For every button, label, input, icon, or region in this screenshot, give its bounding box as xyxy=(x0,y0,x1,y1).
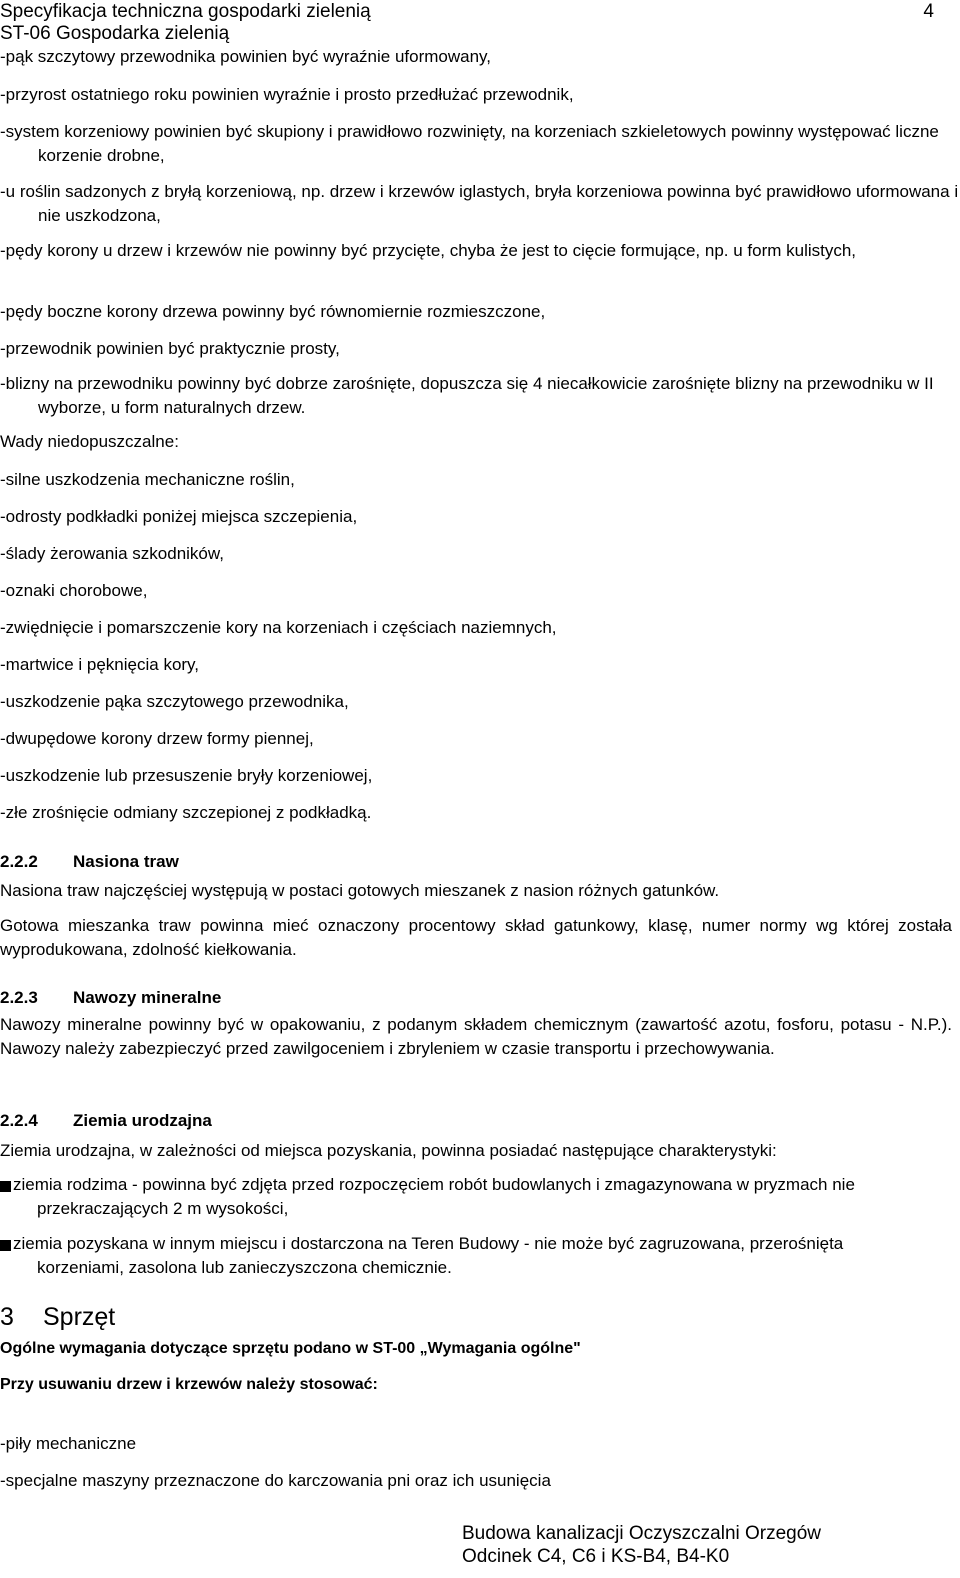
defect-item: -silne uszkodzenia mechaniczne roślin, xyxy=(0,470,295,489)
chapter-number: 3 xyxy=(0,1303,14,1331)
defects-heading: Wady niedopuszczalne: xyxy=(0,432,179,451)
page-number: 4 xyxy=(923,1,934,22)
defect-item: -dwupędowe korony drzew formy piennej, xyxy=(0,729,314,748)
bullet-item xyxy=(0,1232,930,1279)
section-title: Nasiona traw xyxy=(73,852,179,871)
general-requirements-note: Ogólne wymagania dotyczące sprzętu podano w ST-00 „Wymagania ogólne" xyxy=(0,1340,581,1357)
bullet-text: ziemia pozyskana w innym miejscu i dostarczona na Teren Budowy - nie może być zagruzowana, przerośnięta korzeniami, zasolona lub zanieczyszczona chemicznie. xyxy=(13,1234,844,1277)
requirement-item: -pędy korony u drzew i krzewów nie powinny być przycięte, chyba że jest to cięcie formujące, np. u form kulistych, xyxy=(0,241,857,260)
requirement-item: -system korzeniowy powinien być skupiony i prawidłowo rozwinięty, na korzeniach szkieletowych powinny występować liczne korzenie drobne, xyxy=(0,122,939,165)
section-title: Ziemia urodzajna xyxy=(73,1111,212,1130)
equipment-item: -specjalne maszyny przeznaczone do karczowania pni oraz ich usunięcia xyxy=(0,1471,551,1490)
chapter-title: Sprzęt xyxy=(43,1303,116,1331)
defect-item: -oznaki chorobowe, xyxy=(0,581,148,600)
section-number: 2.2.2 xyxy=(0,852,38,871)
bullet-square-icon xyxy=(0,1181,11,1192)
removal-note: Przy usuwaniu drzew i krzewów należy stosować: xyxy=(0,1376,378,1393)
defect-item: -uszkodzenie lub przesuszenie bryły korzeniowej, xyxy=(0,766,373,785)
section-title: Nawozy mineralne xyxy=(73,988,222,1007)
defect-item: -zwiędnięcie i pomarszczenie kory na korzeniach i częściach naziemnych, xyxy=(0,618,557,637)
requirement-item: -pąk szczytowy przewodnika powinien być wyraźnie uformowany, xyxy=(0,47,491,66)
paragraph: Gotowa mieszanka traw powinna mieć oznaczony procentowy skład gatunkowy, klasę, numer normy wg której została wyprodukowana, zdolność kiełkowania. xyxy=(0,916,952,959)
requirement-item: -blizny na przewodniku powinny być dobrze zarośnięte, dopuszcza się 4 niecałkowicie zarośnięte blizny na przewodniku w II wyborze, u form naturalnych drzew. xyxy=(0,374,934,417)
section-number: 2.2.3 xyxy=(0,988,38,1007)
defect-item: -odrosty podkładki poniżej miejsca szczepienia, xyxy=(0,507,358,526)
document-subtitle: ST-06 Gospodarka zielenią xyxy=(0,23,230,44)
bullet-item xyxy=(0,1173,930,1220)
document-title: Specyfikacja techniczna gospodarki zielenią xyxy=(0,1,371,22)
requirement-item: -u roślin sadzonych z bryłą korzeniową, np. drzew i krzewów iglastych, bryła korzeniowa powinna być prawidłowo uformowana i nie uszkodzona, xyxy=(0,182,959,225)
paragraph: Nasiona traw najczęściej występują w postaci gotowych mieszanek z nasion różnych gatunków. xyxy=(0,881,720,900)
paragraph: Ziemia urodzajna, w zależności od miejsca pozyskania, powinna posiadać następujące charakterystyki: xyxy=(0,1141,777,1160)
bullet-square-icon xyxy=(0,1240,11,1251)
defect-item: -martwice i pęknięcia kory, xyxy=(0,655,200,674)
defect-item: -ślady żerowania szkodników, xyxy=(0,544,224,563)
defect-item: -uszkodzenie pąka szczytowego przewodnika, xyxy=(0,692,349,711)
bullet-text: ziemia rodzima - powinna być zdjęta przed rozpoczęciem robót budowlanych i zmagazynowana w pryzmach nie przekraczających 2 m wysokości, xyxy=(13,1175,855,1218)
defect-item: -złe zrośnięcie odmiany szczepionej z podkładką. xyxy=(0,803,372,822)
section-number: 2.2.4 xyxy=(0,1111,38,1130)
paragraph: Nawozy mineralne powinny być w opakowaniu, z podanym składem chemicznym (zawartość azotu, fosforu, potasu - N.P.). Nawozy należy zabezpieczyć przed zawilgoceniem i zbryleniem w czasie transportu i przechowywania. xyxy=(0,1015,952,1058)
requirement-item: -pędy boczne korony drzewa powinny być równomiernie rozmieszczone, xyxy=(0,302,546,321)
requirement-item: -przewodnik powinien być praktycznie prosty, xyxy=(0,339,340,358)
requirement-item: -przyrost ostatniego roku powinien wyraźnie i prosto przedłużać przewodnik, xyxy=(0,85,574,104)
footer-line: Odcinek C4, C6 i KS-B4, B4-K0 xyxy=(462,1546,730,1567)
footer-line: Budowa kanalizacji Oczyszczalni Orzegów xyxy=(462,1523,822,1544)
equipment-item: -piły mechaniczne xyxy=(0,1434,137,1453)
